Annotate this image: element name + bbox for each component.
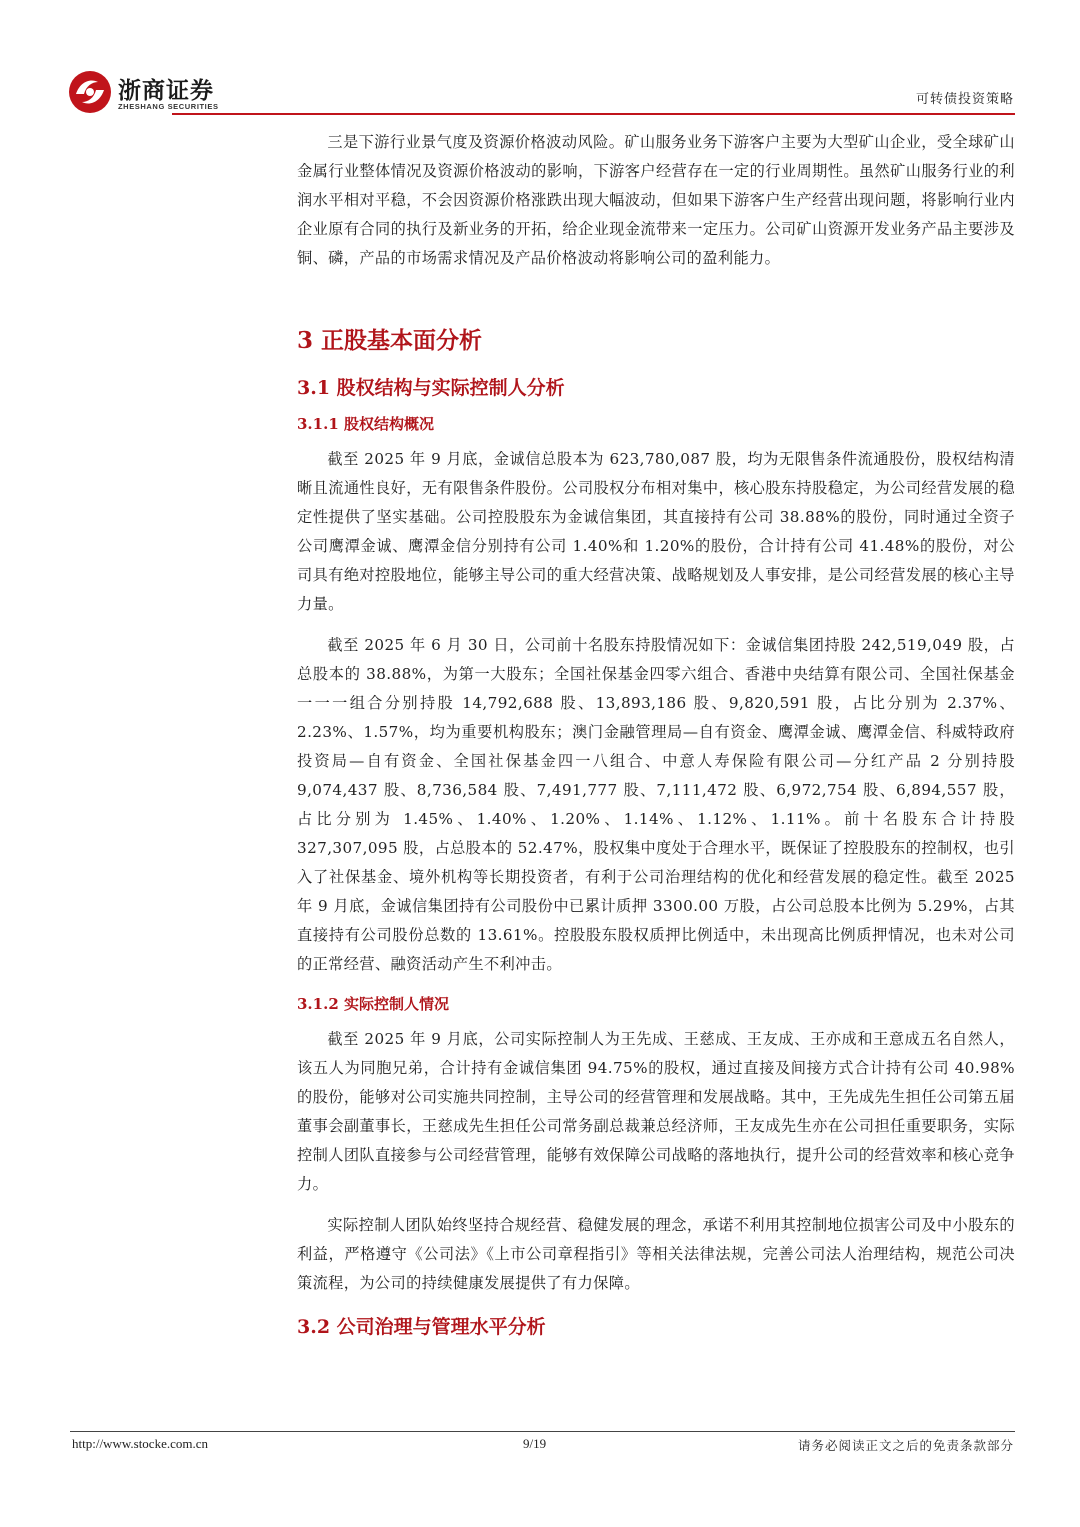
paragraph-top-ten-shareholders: 截至 2025 年 6 月 30 日，公司前十名股东持股情况如下：金诚信集团持股 242,519,049 股，占总股本的 38.88%，为第一大股东；全国社保基金四零六组合、香港中央结算有限公司、全国社保基金一一一组合分别持股 14,792,688 股、13,893,186 股、9,820,591 股，占比分别为 2.37%、2.23%、1.57%，均为重要机构股东；澳门金融管理局—自有资金、鹰潭金诚、鹰潭金信、科威特政府投资局—自有资金、全国社保基金四一八组合、中意人寿保险有限公司—分红产品 2 分别持股 9,074,437 股、8,736,584 股、7,491,777 股、7,111,472 股、6,972,754 股、6,894,557 股，占比分别为 1.45%、1.40%、1.20%、1.14%、1.12%、1.11%。前十名股东合计持股 327,307,095 股，占总股本的 52.47%，股权集中度处于合理水平，既保证了控股股东的控制权，也引入了社保基金、境外机构等长期投资者，有利于公司治理结构的优化和经营发展的稳定性。截至 2025 年 9 月底，金诚信集团持有公司股份中已累计质押 3300.00 万股，占公司总股本比例为 5.29%，占其直接持有公司股份总数的 13.61%。控股股东股权质押比例适中，未出现高比例质押情况，也未对公司的正常经营、融资活动产生不利冲击。 xyxy=(297,636,1015,973)
logo-chinese-name: 浙商证券 xyxy=(118,78,214,104)
paragraph-downstream-risk: 三是下游行业景气度及资源价格波动风险。矿山服务业务下游客户主要为大型矿山企业，受全球矿山金属行业整体情况及资源价格波动的影响，下游客户经营存在一定的行业周期性。虽然矿山服务行业的利润水平相对平稳，不会因资源价格涨跌出现大幅波动，但如果下游客户生产经营出现问题，将影响行业内企业原有合同的执行及新业务的开拓，给企业现金流带来一定压力。公司矿山资源开发业务产品主要涉及铜、磷，产品的市场需求情况及产品价格波动将影响公司的盈利能力。 xyxy=(297,133,1015,267)
section-3-2-heading: 3.2 公司治理与管理水平分析 xyxy=(297,1316,546,1338)
section-3-heading: 3 正股基本面分析 xyxy=(297,327,483,354)
footer-divider xyxy=(70,1431,1015,1432)
paragraph-actual-controller: 截至 2025 年 9 月底，公司实际控制人为王先成、王慈成、王友成、王亦成和王意成五名自然人，该五人为同胞兄弟，合计持有金诚信集团 94.75%的股权，通过直接及间接方式合计持有公司 40.98%的股份，能够对公司实施共同控制，主导公司的经营管理和发展战略。其中，王先成先生担任公司第五届董事会副董事长，王慈成先生担任公司常务副总裁兼总经济师，王友成先生亦在公司担任重要职务，实际控制人团队直接参与公司经营管理，能够有效保障公司战略的落地执行，提升公司的经营效率和核心竞争力。 xyxy=(297,1030,1015,1193)
page-header xyxy=(0,0,1080,120)
disclaimer-note: 请务必阅读正文之后的免责条款部分 xyxy=(797,1438,1014,1453)
logo-english-name: ZHESHANG SECURITIES xyxy=(118,102,219,111)
section-3-1-heading: 3.1 股权结构与实际控制人分析 xyxy=(297,377,565,399)
header-divider xyxy=(172,113,1015,115)
paragraph-equity-overview: 截至 2025 年 9 月底，金诚信总股本为 623,780,087 股，均为无限售条件流通股份，股权结构清晰且流通性良好，无有限售条件股份。公司股权分布相对集中，核心股东持股稳定，为公司经营发展的稳定性提供了坚实基础。公司控股股东为金诚信集团，其直接持有公司 38.88%的股份，同时通过全资子公司鹰潭金诚、鹰潭金信分别持有公司 1.40%和 1.20%的股份，合计持有公司 41.48%的股份，对公司具有绝对控股地位，能够主导公司的重大经营决策、战略规划及人事安排，是公司经营发展的核心主导力量。 xyxy=(297,450,1015,613)
main-content xyxy=(297,128,1015,1350)
report-category: 可转债投资策略 xyxy=(915,92,1014,107)
page-number: 9/19 xyxy=(523,1436,547,1451)
section-3-1-1-heading: 3.1.1 股权结构概况 xyxy=(297,415,434,433)
paragraph-controller-commitment: 实际控制人团队始终坚持合规经营、稳健发展的理念，承诺不利用其控制地位损害公司及中小股东的利益，严格遵守《公司法》《上市公司章程指引》等相关法律法规，完善公司法人治理结构，规范公司决策流程，为公司的持续健康发展提供了有力保障。 xyxy=(297,1216,1015,1292)
footer-url-link[interactable]: http://www.stocke.com.cn xyxy=(72,1436,208,1451)
section-3-1-2-heading: 3.1.2 实际控制人情况 xyxy=(297,995,449,1013)
zheshang-logo xyxy=(68,70,238,118)
zheshang-logo-icon xyxy=(68,70,112,114)
